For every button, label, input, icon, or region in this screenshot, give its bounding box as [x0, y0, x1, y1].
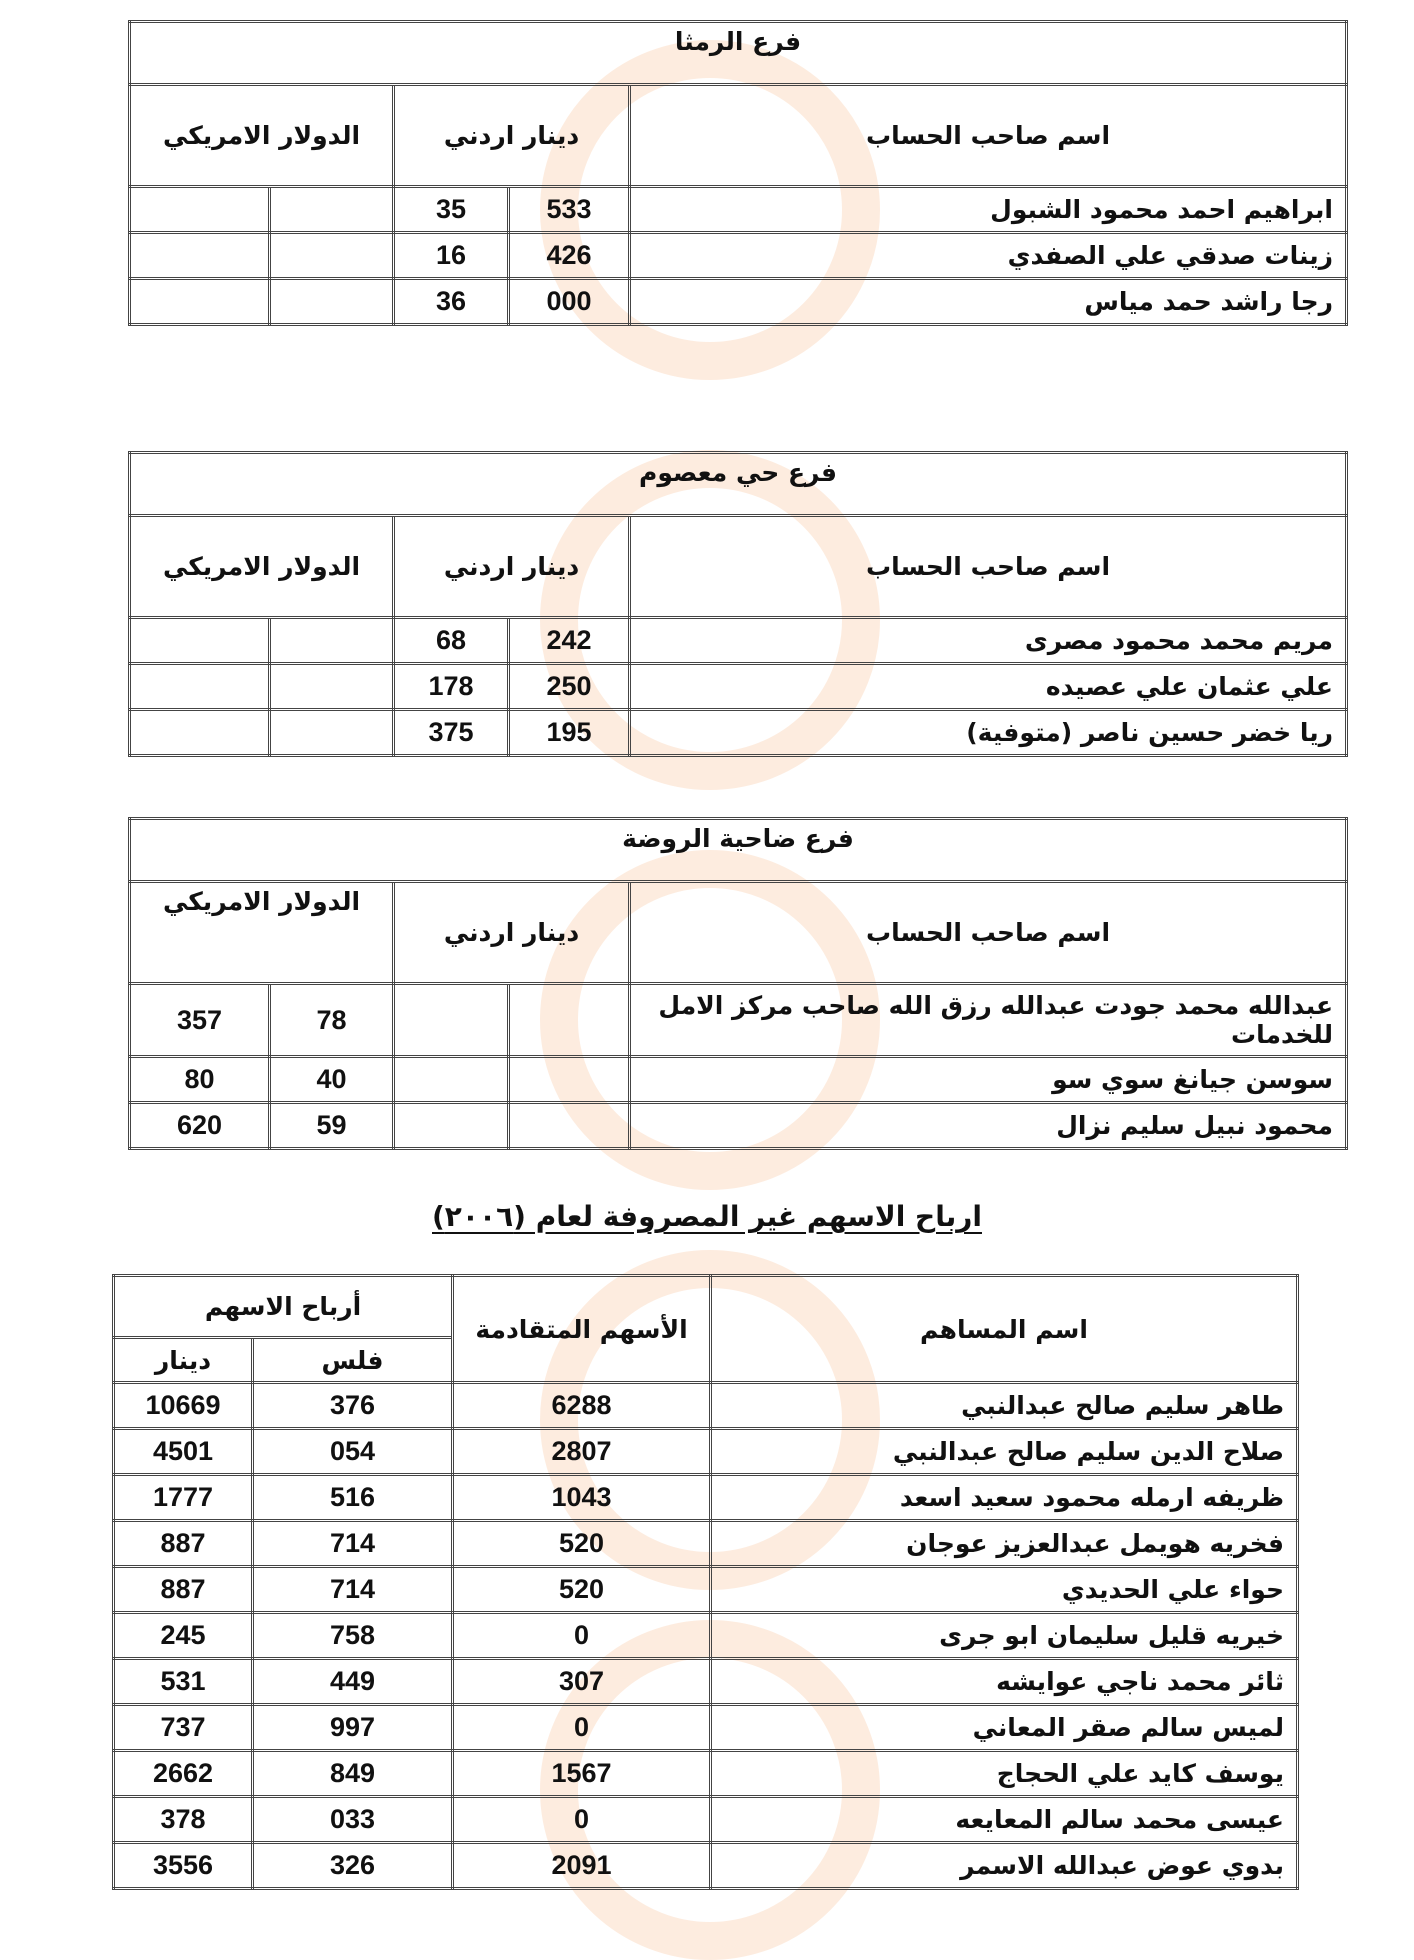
usd-value: 620	[130, 1103, 270, 1149]
header-usd: الدولار الامريكي	[130, 882, 394, 984]
usd-value	[130, 664, 270, 710]
fils-value: 054	[253, 1429, 453, 1475]
fils-value: 376	[253, 1383, 453, 1429]
jod-value: 250	[509, 664, 630, 710]
table-row	[130, 618, 1347, 664]
header-jod: دينار اردني	[394, 882, 630, 984]
section-title	[0, 1200, 1414, 1233]
dinar-value: 1777	[114, 1475, 253, 1521]
fils-value: 997	[253, 1705, 453, 1751]
fils-value: 714	[253, 1521, 453, 1567]
account-holder-name: رجا راشد حمد مياس	[630, 279, 1347, 325]
fils-value: 849	[253, 1751, 453, 1797]
jod-value: 16	[394, 233, 509, 279]
jod-value: 68	[394, 618, 509, 664]
table-row	[114, 1429, 1298, 1475]
branch-title: فرع حي معصوم	[130, 453, 1347, 516]
header-usd: الدولار الامريكي	[130, 516, 394, 618]
table-row	[114, 1843, 1298, 1889]
table-row	[130, 233, 1347, 279]
usd-value	[130, 187, 270, 233]
branch-table-ramtha	[128, 20, 1348, 326]
fils-value: 516	[253, 1475, 453, 1521]
dinar-value: 245	[114, 1613, 253, 1659]
jod-value: 375	[394, 710, 509, 756]
header-account-holder: اسم صاحب الحساب	[630, 85, 1347, 187]
expired-shares: 0	[453, 1797, 711, 1843]
header-shareholder-name: اسم المساهم	[711, 1276, 1298, 1383]
table-row	[130, 279, 1347, 325]
header-fils: فلس	[253, 1338, 453, 1383]
dinar-value: 10669	[114, 1383, 253, 1429]
shareholder-name: يوسف كايد علي الحجاج	[711, 1751, 1298, 1797]
account-holder-name: ابراهيم احمد محمود الشبول	[630, 187, 1347, 233]
header-account-holder: اسم صاحب الحساب	[630, 516, 1347, 618]
fils-value: 033	[253, 1797, 453, 1843]
header-jod: دينار اردني	[394, 85, 630, 187]
fils-value: 758	[253, 1613, 453, 1659]
shareholder-name: صلاح الدين سليم صالح عبدالنبي	[711, 1429, 1298, 1475]
shareholder-name: حواء علي الحديدي	[711, 1567, 1298, 1613]
table-row	[130, 1103, 1347, 1149]
table-row	[130, 1057, 1347, 1103]
header-jod: دينار اردني	[394, 516, 630, 618]
expired-shares: 520	[453, 1521, 711, 1567]
usd-value	[270, 710, 394, 756]
usd-value	[130, 618, 270, 664]
fils-value: 326	[253, 1843, 453, 1889]
shareholder-name: بدوي عوض عبدالله الاسمر	[711, 1843, 1298, 1889]
account-holder-name: سوسن جيانغ سوي سو	[630, 1057, 1347, 1103]
shareholder-name: عيسى محمد سالم المعايعه	[711, 1797, 1298, 1843]
jod-value: 533	[509, 187, 630, 233]
jod-value: 35	[394, 187, 509, 233]
expired-shares: 0	[453, 1613, 711, 1659]
branch-table-hay-masoum	[128, 451, 1348, 757]
jod-value: 000	[509, 279, 630, 325]
dividends-title: ارباح الاسهم غير المصروفة لعام (٢٠٠٦)	[432, 1200, 982, 1233]
dinar-value: 2662	[114, 1751, 253, 1797]
dinar-value: 4501	[114, 1429, 253, 1475]
fils-value: 714	[253, 1567, 453, 1613]
dividends-table	[112, 1274, 1299, 1890]
header-dividends: أرباح الاسهم	[114, 1276, 453, 1338]
table-row	[114, 1613, 1298, 1659]
usd-value	[270, 618, 394, 664]
shareholder-name: طاهر سليم صالح عبدالنبي	[711, 1383, 1298, 1429]
usd-value: 40	[270, 1057, 394, 1103]
usd-value	[270, 279, 394, 325]
header-expired-shares: الأسهم المتقادمة	[453, 1276, 711, 1383]
table-row	[114, 1659, 1298, 1705]
expired-shares: 6288	[453, 1383, 711, 1429]
jod-value	[394, 1103, 509, 1149]
expired-shares: 307	[453, 1659, 711, 1705]
shareholder-name: فخريه هويمل عبدالعزيز عوجان	[711, 1521, 1298, 1567]
shareholder-name: لميس سالم صقر المعاني	[711, 1705, 1298, 1751]
usd-value: 59	[270, 1103, 394, 1149]
fils-value: 449	[253, 1659, 453, 1705]
header-account-holder: اسم صاحب الحساب	[630, 882, 1347, 984]
dinar-value: 887	[114, 1567, 253, 1613]
account-holder-name: زينات صدقي علي الصفدي	[630, 233, 1347, 279]
table-row	[130, 664, 1347, 710]
jod-value: 36	[394, 279, 509, 325]
usd-value	[130, 710, 270, 756]
usd-value	[130, 279, 270, 325]
table-row	[114, 1797, 1298, 1843]
dinar-value: 378	[114, 1797, 253, 1843]
table-row	[114, 1521, 1298, 1567]
table-row	[130, 710, 1347, 756]
table-row	[130, 984, 1347, 1057]
usd-value: 80	[130, 1057, 270, 1103]
account-holder-name: محمود نبيل سليم نزال	[630, 1103, 1347, 1149]
usd-value	[270, 664, 394, 710]
expired-shares: 0	[453, 1705, 711, 1751]
table-row	[130, 187, 1347, 233]
usd-value	[270, 233, 394, 279]
jod-value: 178	[394, 664, 509, 710]
expired-shares: 2091	[453, 1843, 711, 1889]
account-holder-name: عبدالله محمد جودت عبدالله رزق الله صاحب مركز الامل للخدمات	[630, 984, 1347, 1057]
branch-title: فرع الرمثا	[130, 22, 1347, 85]
usd-value	[130, 233, 270, 279]
table-row	[114, 1567, 1298, 1613]
shareholder-name: ثائر محمد ناجي عوايشه	[711, 1659, 1298, 1705]
header-dinar: دينار	[114, 1338, 253, 1383]
expired-shares: 520	[453, 1567, 711, 1613]
header-usd: الدولار الامريكي	[130, 85, 394, 187]
jod-value	[394, 1057, 509, 1103]
jod-value	[394, 984, 509, 1057]
usd-value: 78	[270, 984, 394, 1057]
account-holder-name: مريم محمد محمود مصرى	[630, 618, 1347, 664]
expired-shares: 1567	[453, 1751, 711, 1797]
account-holder-name: علي عثمان علي عصيده	[630, 664, 1347, 710]
usd-value: 357	[130, 984, 270, 1057]
jod-value	[509, 1057, 630, 1103]
dinar-value: 737	[114, 1705, 253, 1751]
branch-table-rawda	[128, 817, 1348, 1150]
dinar-value: 887	[114, 1521, 253, 1567]
dinar-value: 3556	[114, 1843, 253, 1889]
jod-value: 426	[509, 233, 630, 279]
usd-value	[270, 187, 394, 233]
branch-title: فرع ضاحية الروضة	[130, 819, 1347, 882]
table-row	[114, 1383, 1298, 1429]
shareholder-name: ظريفه ارمله محمود سعيد اسعد	[711, 1475, 1298, 1521]
jod-value	[509, 984, 630, 1057]
expired-shares: 2807	[453, 1429, 711, 1475]
jod-value: 242	[509, 618, 630, 664]
account-holder-name: ريا خضر حسين ناصر (متوفية)	[630, 710, 1347, 756]
table-row	[114, 1475, 1298, 1521]
expired-shares: 1043	[453, 1475, 711, 1521]
jod-value	[509, 1103, 630, 1149]
shareholder-name: خيريه قليل سليمان ابو جرى	[711, 1613, 1298, 1659]
table-row	[114, 1705, 1298, 1751]
table-row	[114, 1751, 1298, 1797]
dinar-value: 531	[114, 1659, 253, 1705]
jod-value: 195	[509, 710, 630, 756]
